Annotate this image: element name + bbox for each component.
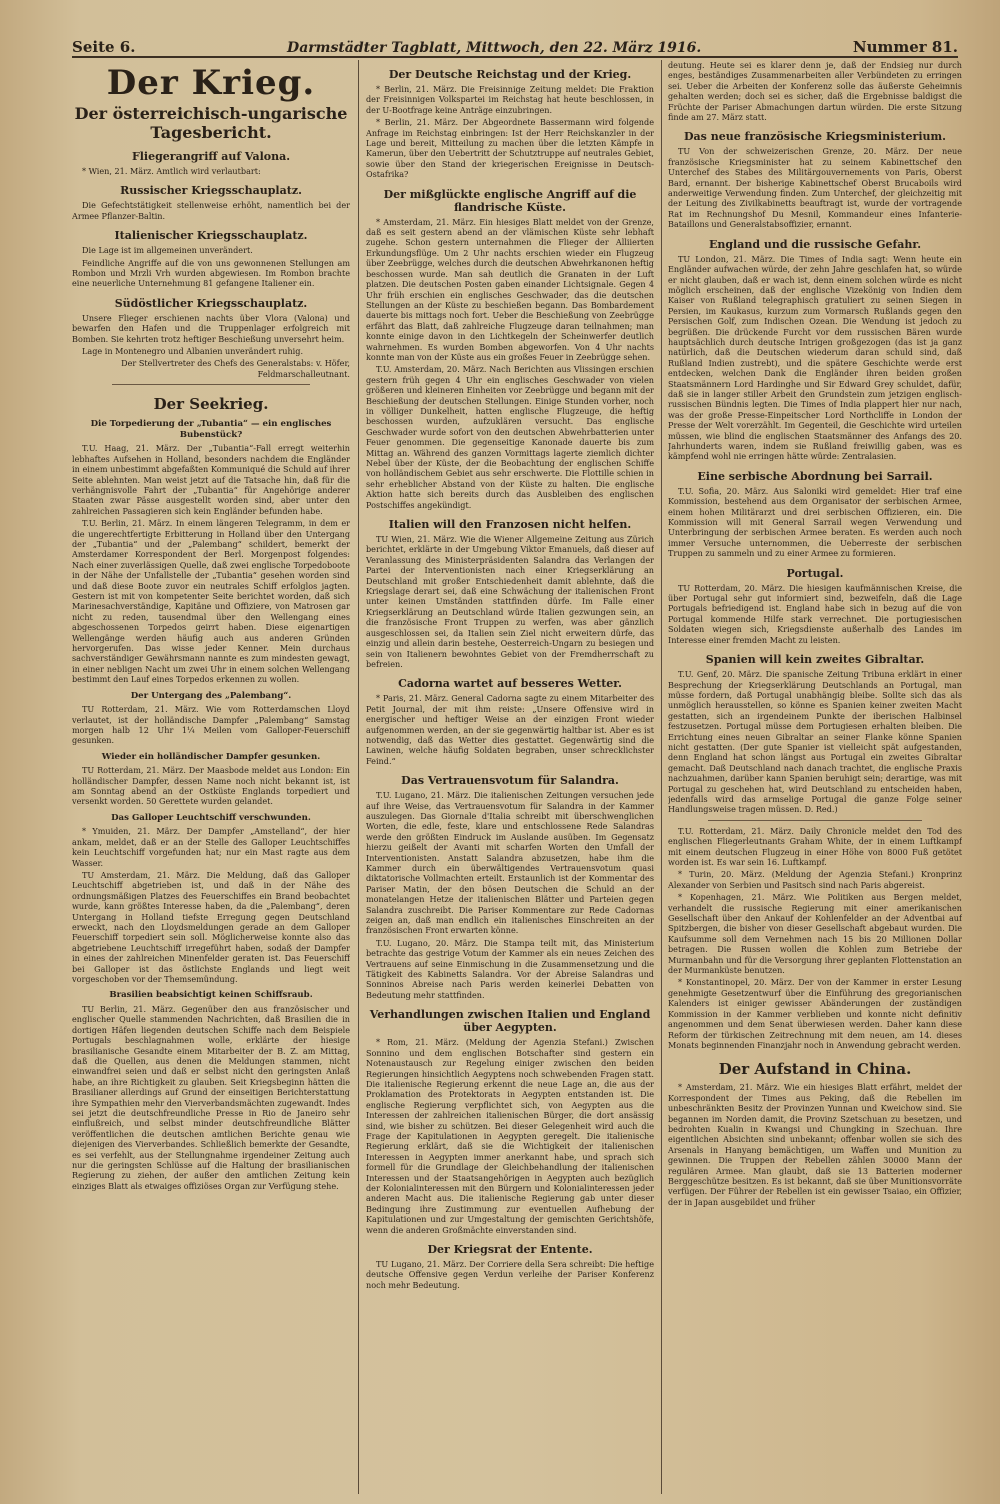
article-heading: Das neue französische Kriegsministerium. xyxy=(684,130,946,144)
section-heading: Fliegerangriff auf Valona. xyxy=(131,150,291,163)
article-heading: Der Deutsche Reichstag und der Krieg. xyxy=(388,68,632,81)
article-text: Die Lage ist im allgemeinen unverändert. xyxy=(82,245,253,256)
article-heading: Brasilien beabsichtigt keinen Schiffsraub. xyxy=(109,990,313,1001)
article-text: T.U. Lugano, 20. März. Die Stampa teilt mit, das Ministerium betrachte das gestrige Votum der Kammer als ein neues Zeichen des Vertrauens auf seine Einmischung in die Zusammensetzung und die Tätigkeit des Kabinetts Salandra. Vor der Abreise Salandras und Sonninos Abreise nach Paris werden keinerlei Debatten von Bedeutung mehr stattfinden. xyxy=(366,937,654,1000)
main-headline: Der Krieg. xyxy=(106,63,316,103)
article-text: * Wien, 21. März. Amtlich wird verlautbart: xyxy=(82,166,261,176)
article-heading: Italien will den Franzosen nicht helfen. xyxy=(388,518,632,532)
article-heading: Der mißglückte englische Angriff auf die flandrische Küste. xyxy=(383,187,637,214)
article-text: * Berlin, 21. März. Der Abgeordnete Bassermann wird folgende Anfrage im Reichstag einbringen: Ist der Herr Reichskanzler in der Lage und bereit, Mitteilung zu machen über die letzten Kämpfe in Kamerun, über den Uebertritt der Schutztruppe auf neutrales Gebiet, sowie über den Stand der kriegerischen Ereignisse in Deutsch-Ostafrika? xyxy=(366,117,654,180)
article-text: deutung. Heute sei es klarer denn je, daß der Endsieg nur durch enges, beständiges Zusammenarbeiten aller Verbündeten zu erringen sei. Ueber die Arbeiten der Konferenz solle das äußerste Geheimnis gehalten werden; doch sei es sicher, daß die Ergebnisse baldigst die Früchte der Pariser Abmachungen dartun würden. Die erste Sitzung finde am 27. März statt. xyxy=(668,60,962,123)
section-heading: Italienischer Kriegsschauplatz. xyxy=(114,229,308,243)
article-heading: Der Untergang des „Palembang“. xyxy=(130,690,292,701)
column-1 xyxy=(72,60,350,1496)
article-text: T.U. Lugano, 21. März. Die italienischen Zeitungen versuchen jede auf ihre Weise, das Vertrauensvotum für Salandra in der Kammer auszulegen. Das Giornale d'Italia schreibt mit überschwenglichen Worten, die edle, feste, klare und entschlossene Rede Salandras werde den größten Eindruck im Auslande ausüben. Im Gegensatz hierzu geißelt der Avanti mit scharfen Worten den Umfall der Interventionisten. Anstatt Salandra abzusetzen, habe ihm die Kammer durch ein überwältigendes Vertrauensvotum quasi diktatorische Vollmachten erteilt. Erstaunlich ist der Kommentar des Pariser Matin, der den bösen Deutschen die Schuld an der monatelangen Hetze der italienischen Blätter und Parteien gegen Salandra zuschreibt. Die Pariser Kommentare zur Rede Cadornas zeigen an, daß man endlich ein italienisches Einschreiten an der französischen Front erwarten könne. xyxy=(366,790,654,936)
divider xyxy=(112,384,310,385)
article-text: TU Berlin, 21. März. Gegenüber den aus französischer und englischer Quelle stammenden Nachrichten, daß Brasilien die in dortigen Häfen liegenden deutschen Schiffe nach dem Beispiele Portugals beschlagnahmen wolle, erklärte der hiesige brasilianische Gesandte einem Mitarbeiter der B. Z. am Mittag, daß die Quellen, aus denen die Meldungen stammen, nicht einwandfrei seien und daß er selbst nicht den geringsten Anlaß habe, an ihre Richtigkeit zu glauben. Seit Kriegsbeginn hätten die Brasilianer allerdings auf Grund der einseitigen Berichterstattung ihre Sympathien mehr den Vierverbandsmächten zugewandt. Indes sei jetzt die deutschfreundliche Presse in Rio de Janeiro sehr einflußreich, und selbst minder deutschfreundliche Blätter veröffentlichen die deutschen amtlichen Berichte genau wie diejenigen des Vierverbandes. Schließlich bemerkte der Gesandte, es sei verfehlt, aus der Stellungnahme irgendeiner Zeitung auch nur die geringsten Schlüsse auf die Haltung der brasilianischen Regierung zu ziehen, der außer den amtlichen Zeitung kein einziges Blatt als etwaiges offiziöses Organ zur Verfügung stehe. xyxy=(72,1003,350,1191)
article-heading: Portugal. xyxy=(786,566,844,580)
article-text: * Ymuiden, 21. März. Der Dampfer „Amstelland“, der hier ankam, meldet, daß er an der Stelle des Galloper Leuchtschiffes kein Leuchtschiff vorgefunden hat; nur ein Mast ragte aus dem Wasser. xyxy=(72,826,350,868)
divider xyxy=(708,820,922,821)
article-heading: Der Kriegsrat der Entente. xyxy=(427,1243,593,1256)
article-text: TU Rotterdam, 20. März. Die hiesigen kaufmännischen Kreise, die über Portugal sehr gut informiert sind, bezweifeln, daß die Lage Portugals befriedigend ist. England habe sich in bezug auf die von Portugal kommende Hilfe stark verrechnet. Die portugiesischen Soldaten wiegen sich, Kriegsdienste außerhalb des Landes im Interesse einer fremden Macht zu leisten. xyxy=(668,582,962,645)
article-text: T.U. Amsterdam, 20. März. Nach Berichten aus Vlissingen erschien gestern früh gegen 4 Uhr ein englisches Geschwader von vielen größeren und kleineren Einheiten vor Zeebrügge und begann mit der Beschießung der deutschen Stellungen. Einige Stunden vorher, noch in völliger Dunkelheit, hatten englische Flugzeuge, die heftig beschossen wurden, aufzuklären versucht. Das englische Geschwader wurde sofort von den deutschen Abwehrbatterien unter Feuer genommen. Die gegenseitige Kanonade dauerte bis zum Mittag an. Während des ganzen Vormittags lagerte ziemlich dichter Nebel über der Küste, der die Beobachtung der englischen Schiffe von holländischem Gebiet aus sehr erschwerte. Die Flottille schien in sehr erheblicher Abstand von der Küste zu halten. Die englische Aktion hatte sich bereits durch das Ausbleiben des englischen Postschiffes angekündigt. xyxy=(366,364,654,510)
article-text: Feindliche Angriffe auf die von uns gewonnenen Stellungen am Rombon und Mrzli Vrh wurden abgewiesen. Im Rombon brachte eine neuerliche Unternehmung 81 gefangene Italiener ein. xyxy=(72,257,350,289)
article-heading: Die Torpedierung der „Tubantia“ — ein englisches Bubenstück? xyxy=(90,419,332,440)
issue-number: Nummer 81. xyxy=(852,38,958,56)
article-text: T.U. Berlin, 21. März. In einem längeren Telegramm, in dem er die ungerechtfertigte Erbitterung in Holland über den Untergang der „Tubantia“ und der „Palembang“ schildert, bemerkt der Amsterdamer Korrespondent der Berl. Morgenpost folgendes: Nach einer zuverlässigen Quelle, daß zwei englische Torpedoboote in der Nähe der Unfallstelle der „Tubantia“ gesehen worden sind und daß diese Boote zuvor ein neutrales Schiff erfolglos jagten. Gestern ist mit von kompetenter Seite berichtet worden, daß sich Marinesachverständige, Kapitäne und Offiziere, von Matrosen gar nicht zu reden, tausendmal über den Wellengang eines abgeschossenen Torpedos geirrt haben. Diese eigenartigen Wellengänge werden häufig auch aus anderen Gründen hervorgerufen. Das wisse jeder Kenner. Mein durchaus sachverständiger Gewährsmann nannte es zum mindesten gewagt, in einer nebligen Nacht um zwei Uhr in einem solchen Wellengang bestimmt den Lauf eines Torpedos erkennen zu wollen. xyxy=(72,518,350,685)
article-text: T.U. Rotterdam, 21. März. Daily Chronicle meldet den Tod des englischen Fliegerleutnants Graham White, der in einem Luftkampf mit einem deutschen Flugzeug in einer Höhe von 8000 Fuß getötet worden ist. Es war sein 16. Luftkampf. xyxy=(668,825,962,867)
column-rule xyxy=(358,60,359,1494)
column-3 xyxy=(668,60,962,1496)
column-2 xyxy=(366,60,654,1496)
article-text: T.U. Sofia, 20. März. Aus Saloniki wird gemeldet: Hier traf eine Kommission, bestehend aus dem Organisator der serbischen Armee, einem hohen Militärarzt und drei serbischen Offizieren, ein. Die Kommission will mit General Sarrail wegen Verwendung und Unterbringung der serbischen Armee beraten. Es werden auch noch immer Versuche unternommen, die Ueberreste der serbischen Truppen zu sammeln und zu einer Armee zu formieren. xyxy=(668,485,962,559)
article-text: TU London, 21. März. Die Times of India sagt: Wenn heute ein Engländer aufwachen würde, der zehn Jahre geschlafen hat, so würde er nicht glauben, daß er wach ist, denn einem solchen würde es nicht möglich erscheinen, daß der englische Vizekönig von Indien dem Kaiser von Rußland telegraphisch gratuliert zu seinen Siegen in Persien, im Kaukasus, kurzum zum Vormarsch Rußlands gegen den Persischen Golf, zum Indischen Ozean. Die Wendung ist jedoch zu begrüßen. Die drückende Furcht vor dem russischen Bären wurde hauptsächlich durch deutsche Intrigen großgezogen (das ist ja ganz natürlich, daß die Deutschen wiederum daran schuld sind, daß Rußland Indien zustrebt), und die spätere Geschichte werde erst entdecken, welchen Dank die Engländer ihren beiden großen Staatsmännern Lord Hardinghe und Sir Edward Grey schuldet, dafür, daß sie in langer stiller Arbeit den Grundstein zum jetzigen englisch-russischen Bündnis legten. Die Times of India plappert hier nur nach, was der große Presse-Einpeitscher Lord Northcliffe in London der Presse der Welt vorerzählt. Im Gegenteil, die Geschichte wird urteilen müssen, wie blind die englischen Staatsmänner des Anfangs des 20. Jahrhunderts waren, indem sie Rußland freiwillig gaben, was es kämpfend wohl nie erringen hätte würde: Zentralasien. xyxy=(668,253,962,462)
article-text: TU Von der schweizerischen Grenze, 20. März. Der neue französische Kriegsminister hat zu seinem Kabinettschef den Unterchef des Stabes des Militärgouvernements von Paris, Oberst Bard, ernannt. Der bisherige Kabinettschef Oberst Brucaboils wird anderweitige Verwendung finden. Zum Unterchef, der gleichzeitig mit der Leitung des Zivilkabinetts beauftragt ist, wurde der vortragende Rat im Rechnungshof Du Mesnil, Kommandeur eines Infanterie-Bataillons und Generalstabsoffizier, ernannt. xyxy=(668,146,962,230)
article-text: Lage in Montenegro und Albanien unverändert ruhig. xyxy=(82,346,304,357)
article-text: TU Amsterdam, 21. März. Die Meldung, daß das Galloper Leuchtschiff abgetrieben ist, und daß in der Nähe des ordnungsmäßigen Platzes des Feuerschiffes ein Brand beobachtet wurde, kann größtes Interesse haben, da die „Palembang“, deren Untergang in Holland tiefste Erregung gegen Deutschland erweckt, nach den Lloydsmeldungen gerade an dem Galloper Feuerschiff torpediert sein soll. Möglicherweise konnte also das abgetriebene Leuchtschiff irregeführt haben, sodaß der Dampfer in eines der zahlreichen Minenfelder geraten ist. Das Feuerschiff bei Galloper ist das östlichste Englands und liegt weit vorgeschoben vor der Themsemündung. xyxy=(72,870,350,985)
article-text: * Konstantinopel, 20. März. Der von der Kammer in erster Lesung genehmigte Gesetzentwurf über die Einführung des gregorianischen Kalenders ist einiger gewisser Abänderungen der zuständigen Kommission in der Kammer verblieben und konnte nicht definitiv angenommen und dem Senat überwiesen werden. Daher kann diese Reform der türkischen Zeitrechnung mit dem neuen, am 14. dieses Monats beginnenden Finanzjahr noch in Anwendung gebracht werden. xyxy=(668,977,962,1050)
article-heading: Eine serbische Abordnung bei Sarrail. xyxy=(697,469,933,483)
article-text: * Berlin, 21. März. Die Freisinnige Zeitung meldet: Die Fraktion der Freisinnigen Volkspartei im Reichstag hat heute beschlossen, in der U-Bootfrage keine Anträge einzubringen. xyxy=(366,84,654,115)
page-number: Seite 6. xyxy=(72,38,136,56)
article-text: * Turin, 20. März. (Meldung der Agenzia Stefani.) Kronprinz Alexander von Serbien und Pasitsch sind nach Paris abgereist. xyxy=(668,869,962,890)
newspaper-title: Darmstädter Tagblatt, Mittwoch, den 22. März 1916. xyxy=(287,40,702,56)
article-text: Die Gefechtstätigkeit stellenweise erhöht, namentlich bei der Armee Pflanzer-Baltin. xyxy=(72,200,350,221)
article-text: TU Wien, 21. März. Wie die Wiener Allgemeine Zeitung aus Zürich berichtet, erklärte in der Umgebung Viktor Emanuels, daß dieser auf Veranlassung des Ministerpräsidenten Salandra das Verlangen der Partei der Interventionisten nach einer Kriegserklärung an Deutschland mit großer Entschiedenheit damit ablehnte, daß die Kriegslage derart sei, daß eine Schwächung der italienischen Front unter keinen Umständen stattfinden dürfe. Im Falle einer Kriegserklärung an Deutschland würde Italien gezwungen sein, an die französische Front Truppen zu werfen, was aber gänzlich ausgeschlossen sei, da Italien sein Ziel nicht erweitern dürfe, das einzig und allein darin bestehe, Oesterreich-Ungarn zu besiegen und sein von Italienern bewohntes Gebiet von der Fremdherrschaft zu befreien. xyxy=(366,534,654,669)
column-rule xyxy=(661,60,662,1494)
article-text: * Rom, 21. März. (Meldung der Agenzia Stefani.) Zwischen Sonnino und dem englischen Botschafter sind gestern ein Notenaustausch zur Regelung einiger zwischen den beiden Regierungen hinsichtlich Aegyptens noch schwebenden Fragen statt. Die italienische Regierung erkennt die neue Lage an, die aus der Proklamation des Protektorats in Aegypten entstanden ist. Die englische Regierung verpflichtet sich, von Aegypten aus die Interessen der zahlreichen italienischen Bürger, die dort ansässig sind, wie bisher zu schützen. Bei dieser Gelegenheit wird auch die Frage der Kapitulationen in Aegypten geregelt. Die italienische Regierung erklärt, daß sie die Wichtigkeit der italienischen Interessen in Aegypten immer anerkannt habe, und sprach sich formell für die Grundlage der Gleichbehandlung der italienischen Interessen und der Staatsangehörigen in Aegypten auch bezüglich der Kolonialinteressen mit den Bürgern und Kolonialinteressen jeder anderen Macht aus. Die italienische Regierung gab unter dieser Bedingung ihre Zustimmung zur eventuellen Aufhebung der Kapitulationen und zur Umgestaltung der gemischten Gerichtshöfe, wenn die anderen Großmächte einverstanden sind. xyxy=(366,1037,654,1235)
masthead xyxy=(72,30,958,58)
article-text: * Kopenhagen, 21. März. Wie Politiken aus Bergen meldet, verhandelt die russische Regierung mit einer amerikanischen Gesellschaft über den Ankauf der Kohlenfelder an der Adventbai auf Spitzbergen, die bisher von dieser Gesellschaft abgebaut wurden. Die Kaufsumme soll dem Vernehmen nach 15 bis 20 Millionen Dollar betragen. Die Russen wollen die Kohlen zum Betriebe der Murmanbahn und für die Versorgung ihrer geplanten Flottenstation an der Murmanküste benutzen. xyxy=(668,892,962,976)
article-text: * Paris, 21. März. General Cadorna sagte zu einem Mitarbeiter des Petit Journal, der mit ihm reiste: „Unsere Offensive wird in energischer und heftiger Weise an der einzigen Front wieder aufgenommen werden, an der sie gegenwärtig haltbar ist. Aber es ist notwendig, daß das Wetter dies gestattet. Gegenwärtig sind die Lawinen, welche häufig Soldaten begraben, unser schrecklichster Feind.“ xyxy=(366,693,654,766)
sub-headline: Der österreichisch-ungarische Tagesbericht. xyxy=(74,104,348,142)
section-heading: Russischer Kriegsschauplatz. xyxy=(120,184,302,198)
section-heading: Südöstlicher Kriegsschauplatz. xyxy=(114,296,308,310)
article-heading: Das Galloper Leuchtschiff verschwunden. xyxy=(111,812,311,823)
article-text: TU Rotterdam, 21. März. Der Maasbode meldet aus London: Ein holländischer Dampfer, dessen Name noch nicht bekannt ist, ist am Sonntag abend an der Ostküste Englands torpediert und versenkt worden. 50 Gerettete wurden gelandet. xyxy=(72,765,350,807)
article-text: T.U. Genf, 20. März. Die spanische Zeitung Tribuna erklärt in einer Besprechung der Kriegserklärung Deutschlands an Portugal, man müsse fordern, daß Portugal unabhängig bleibe. Sollte sich das als unmöglich herausstellen, so könne es Spanien keiner zweiten Macht gestatten, sich an irgendeinem Punkte der iberischen Halbinsel festzusetzen. Portugal müsse dem Portugiesen erhalten bleiben. Die Errichtung eines neuen Gibraltar an seiner Flanke könne Spanien nicht gestatten. (Der gute Spanier ist vielleicht spät aufgestanden, denn England hat schon längst aus Portugal ein zweites Gibraltar gemacht. Daß Deutschland nach danach trachtet, die englische Praxis nachzuahmen, darüber kann Spanien beruhigt sein; derartige, was mit Portugal zu geschehen hat, wird Deutschland zu entscheiden haben, jedenfalls wird das armselige Portugal die ganze Folge seiner Handlungsweise tragen müssen. D. Red.) xyxy=(668,669,962,815)
article-heading: Wieder ein holländischer Dampfer gesunken. xyxy=(101,751,321,762)
article-text: * Amsterdam, 21. März. Ein hiesiges Blatt meldet von der Grenze, daß es seit gestern abend an der vlämischen Küste sehr lebhaft zugehe. Schon gestern unternahmen die Flieger der Alliierten Erkundungsflüge. Um 2 Uhr nachts erschien wieder ein Flugzeug über Zeebrügge, welches durch die deutschen Abwehrkanonen heftig beschossen wurde. Man sah deutlich die Granaten in der Luft platzen. Die deutschen Posten gaben einander Lichtsignale. Gegen 4 Uhr früh erschien ein englisches Geschwader, das die deutschen Stellungen an der Küste zu beschießen begann. Das Bombardement dauerte bis mittags noch fort. Ueber die Beschießung von Zeebrügge erfährt das Blatt, daß zahlreiche Flugzeuge daran teilnahmen; man konnte einige davon in den Lichtkegeln der Scheinwerfer deutlich wahrnehmen. Es wurden Bomben abgeworfen. Von 4 Uhr nachts konnte man von der Küste aus ein großes Feuer in Zeebrügge sehen. xyxy=(366,216,654,362)
article-heading: England und die russische Gefahr. xyxy=(708,237,922,251)
article-heading: Cadorna wartet auf besseres Wetter. xyxy=(398,677,622,691)
article-heading: Verhandlungen zwischen Italien und England über Aegypten. xyxy=(369,1008,651,1035)
signature: Der Stellvertreter des Chefs des Generalstabs: v. Höfer, Feldmarschalleutnant. xyxy=(121,358,350,379)
article-text: T.U. Haag, 21. März. Der „Tubantia“-Fall erregt weiterhin lebhaftes Aufsehen in Holland, besonders nachdem die Engländer in einem unbestimmt abgefaßten Kommuniqué die Schuld auf ihrer Seite ablehnten. Man weist jetzt auf die Tatsache hin, daß für die verhängnisvolle Fahrt der „Tubantia“ für Angehörige anderer Staaten zwar Pässe ausgestellt worden sind, aber unter den zahlreichen Passagieren sich kein Engländer befunden habe. xyxy=(72,443,350,516)
article-heading: Spanien will kein zweites Gibraltar. xyxy=(705,653,925,667)
article-text: TU Lugano, 21. März. Der Corriere della Sera schreibt: Die heftige deutsche Offensive gegen Verdun verleihe der Pariser Konferenz noch mehr Bedeutung. xyxy=(366,1259,654,1290)
article-heading: Das Vertrauensvotum für Salandra. xyxy=(401,774,619,788)
article-text: Unsere Flieger erschienen nachts über Vlora (Valona) und bewarfen den Hafen und die Truppenlager erfolgreich mit Bomben. Sie kehrten trotz heftiger Beschießung unversehrt heim. xyxy=(72,312,350,344)
article-text: TU Rotterdam, 21. März. Wie vom Rotterdamschen Lloyd verlautet, ist der holländische Dampfer „Palembang“ Samstag morgen halb 12 Uhr 1¼ Meilen vom Galloper-Feuerschiff gesunken. xyxy=(72,704,350,746)
article-text: * Amsterdam, 21. März. Wie ein hiesiges Blatt erfährt, meldet der Korrespondent der Times aus Peking, daß die Rebellen im unbeschränkten Besitz der Provinzen Yunnan und Kweichow sind. Sie begannen im Norden damit, die Provinz Szetschuan zu besetzen, und bedrohten Kualin in Kwangsi und Chungking in Szechuan. Ihre eigentlichen Absichten sind unbekannt; offenbar wollen sie sich des Arsenals in Hanyang bemächtigen, um Waffen und Munition zu gewinnen. Die Truppen der Rebellen zählen 30000 Mann der regulären Armee. Man glaubt, daß sie 13 Batterien moderner Berggeschütze besitzen. Es ist bekannt, daß sie über Munitionsvorräte verfügen. Der Führer der Rebellen ist ein gewisser Tsaiao, ein Offizier, der in Japan ausgebildet und früher xyxy=(668,1082,962,1207)
section-headline: Der Aufstand in China. xyxy=(718,1060,912,1079)
section-headline: Der Seekrieg. xyxy=(153,395,269,414)
